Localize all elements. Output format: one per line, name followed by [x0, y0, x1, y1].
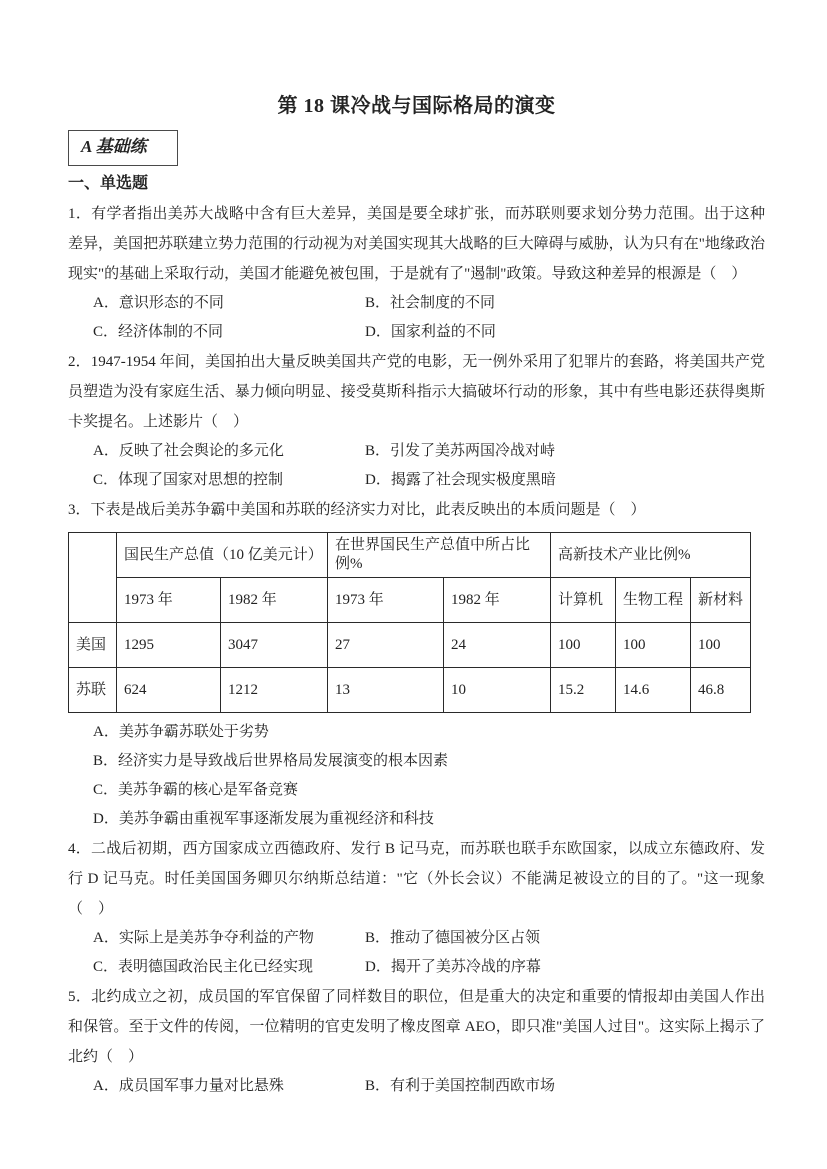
- options-group: [93, 289, 765, 347]
- option-B: B．有利于美国控制西欧市场: [365, 1078, 556, 1094]
- options-group: [93, 437, 765, 495]
- table-value-cell: 27: [328, 623, 444, 668]
- option-D: D．美苏争霸由重视军事逐渐发展为重视经济和科技: [93, 811, 434, 827]
- option-A: A．反映了社会舆论的多元化: [93, 443, 284, 459]
- option-A: A．美苏争霸苏联处于劣势: [93, 724, 269, 740]
- table-subheader-cell: 1982 年: [444, 578, 551, 623]
- question-stem: 5．北约成立之初，成员国的军官保留了同样数目的职位，但是重大的决定和重要的情报却由美国人作出和保管。至于文件的传阅，一位精明的官吏发明了橡皮图章 AEO，即只准"美国人过目"。这实际上揭示了北约（ ）: [68, 989, 765, 1065]
- table-corner-cell: [69, 533, 117, 623]
- option-D: D．揭露了社会现实极度黑暗: [365, 472, 556, 488]
- option-B: B．推动了德国被分区占领: [365, 930, 541, 946]
- option-D: D．揭开了美苏冷战的序幕: [365, 959, 541, 975]
- question-stem: 3．下表是战后美苏争霸中美国和苏联的经济实力对比，此表反映出的本质问题是（ ）: [68, 502, 646, 518]
- table-subheader-cell: 新材料: [691, 578, 751, 623]
- table-group-header-cell: 在世界国民生产总值中所占比例%: [328, 533, 551, 578]
- row-label-cell: 苏联: [69, 668, 117, 713]
- table-value-cell: 24: [444, 623, 551, 668]
- table-value-cell: 1295: [117, 623, 221, 668]
- option-A: A．意识形态的不同: [93, 295, 224, 311]
- table-value-cell: 100: [691, 623, 751, 668]
- table-value-cell: 100: [616, 623, 691, 668]
- question-1: [68, 199, 765, 347]
- table-value-cell: 624: [117, 668, 221, 713]
- option-C: C．体现了国家对思想的控制: [93, 472, 284, 488]
- table-subheader-cell: 1973 年: [117, 578, 221, 623]
- table-subheader-cell: 生物工程: [616, 578, 691, 623]
- section-heading: 一、单选题: [68, 175, 149, 192]
- table-value-cell: 3047: [221, 623, 328, 668]
- question-4: [68, 834, 765, 982]
- question-stem: 1．有学者指出美苏大战略中含有巨大差异，美国是要全球扩张，而苏联则要求划分势力范围。出于这种差异，美国把苏联建立势力范围的行动视为对美国实现其大战略的巨大障碍与威胁，认为只有在"地缘政治现实"的基础上采取行动，美国才能避免被包围，于是就有了"遏制"政策。导致这种差异的根源是（ ）: [68, 206, 765, 282]
- question-stem: 4．二战后初期，西方国家成立西德政府、发行 B 记马克，而苏联也联手东欧国家，以成立东德政府、发行 D 记马克。时任美国国务卿贝尔纳斯总结道："它（外长会议）不能满足被设立的目的了。"这一现象（ ）: [68, 841, 765, 917]
- table-value-cell: 14.6: [616, 668, 691, 713]
- table-subheader-cell: 计算机: [551, 578, 616, 623]
- table-subheader-cell: 1973 年: [328, 578, 444, 623]
- option-A: A．实际上是美苏争夺利益的产物: [93, 930, 314, 946]
- row-label-cell: 美国: [69, 623, 117, 668]
- question-5: [68, 982, 765, 1101]
- section-badge-label: A 基础练: [81, 137, 147, 156]
- options-group: [93, 1072, 765, 1101]
- option-B: B．引发了美苏两国冷战对峙: [365, 443, 556, 459]
- option-D: D．国家利益的不同: [365, 324, 496, 340]
- option-C: C．美苏争霸的核心是军备竞赛: [93, 782, 299, 798]
- options-group: [93, 718, 765, 834]
- option-B: B．社会制度的不同: [365, 295, 496, 311]
- page-title: 第 18 课冷战与国际格局的演变: [277, 95, 556, 117]
- question-stem: 2．1947-1954 年间，美国拍出大量反映美国共产党的电影，无一例外采用了犯罪片的套路，将美国共产党员塑造为没有家庭生活、暴力倾向明显、接受莫斯科指示大搞破坏行动的形象，其中有些电影还获得奥斯卡奖提名。上述影片（ ）: [68, 354, 765, 430]
- table-group-header-cell: 国民生产总值（10 亿美元计）: [117, 533, 328, 578]
- table-subheader-cell: 1982 年: [221, 578, 328, 623]
- options-group: [93, 924, 765, 982]
- table-value-cell: 46.8: [691, 668, 751, 713]
- option-A: A．成员国军事力量对比悬殊: [93, 1078, 284, 1094]
- option-C: C．表明德国政治民主化已经实现: [93, 959, 314, 975]
- table-group-header-cell: 高新技术产业比例%: [551, 533, 751, 578]
- question-3: [68, 495, 765, 834]
- table-row: [69, 623, 751, 668]
- question-2: [68, 347, 765, 495]
- table-value-cell: 1212: [221, 668, 328, 713]
- question-list: [68, 199, 765, 1101]
- section-badge: [68, 130, 178, 166]
- table-value-cell: 100: [551, 623, 616, 668]
- table-value-cell: 10: [444, 668, 551, 713]
- table-row: [69, 668, 751, 713]
- option-C: C．经济体制的不同: [93, 324, 224, 340]
- option-B: B．经济实力是导致战后世界格局发展演变的根本因素: [93, 753, 449, 769]
- table-value-cell: 13: [328, 668, 444, 713]
- table-value-cell: 15.2: [551, 668, 616, 713]
- economic-comparison-table: [68, 532, 751, 713]
